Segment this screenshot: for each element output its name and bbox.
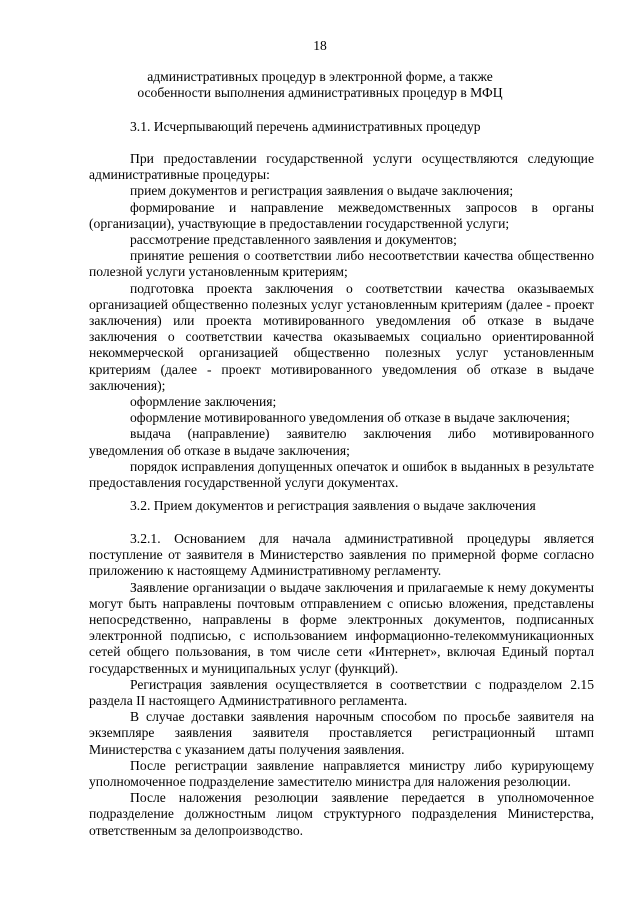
list-item: оформление заключения; [130, 394, 277, 410]
heading-line-1: административных процедур в электронной форме, а также [147, 69, 493, 84]
paragraph: При предоставлении государственной услуги осуществляются следующие административные процедуры: [89, 151, 594, 183]
section-3-2-title: 3.2. Прием документов и регистрация заявления о выдаче заключения [130, 498, 536, 513]
paragraph: После наложения резолюции заявление передается в уполномоченное подразделение должностным лицом структурного подразделения Министерства, ответственным за делопроизводство. [89, 790, 594, 838]
section-heading [0, 69, 640, 101]
list-item: прием документов и регистрация заявления о выдаче заключения; [130, 183, 514, 199]
list-item: формирование и направление межведомственных запросов в органы (организации), участвующие в предоставлении государственной услуги; [89, 199, 594, 231]
section-3-2-body [89, 531, 594, 839]
list-item: принятие решения о соответствии либо несоответствии качества общественно полезной услуги установленным критериям; [89, 248, 594, 280]
paragraph: Заявление организации о выдаче заключения и прилагаемые к нему документы могут быть направлены почтовым отправлением с описью вложения, представлены непосредственно, направлены в форме электронных документов, подписанных электронной подписью, с использованием информационно-телекоммуникационных сетей общего пользования, в том числе сети «Интернет», включая Единый портал государственных и муниципальных услуг (функций). [89, 579, 594, 676]
paragraph: После регистрации заявление направляется министру либо курирующему уполномоченное подразделение заместителю министра для наложения резолюции. [89, 757, 594, 790]
section-3-1-body [89, 151, 594, 491]
paragraph: В случае доставки заявления нарочным способом по просьбе заявителя на экземпляре заявления заявителя проставляется регистрационный штамп Министерства с указанием даты получения заявления. [89, 709, 594, 757]
section-3-1-title: 3.1. Исчерпывающий перечень административных процедур [130, 119, 481, 134]
list-item: рассмотрение представленного заявления и документов; [130, 232, 457, 248]
list-item: выдача (направление) заявителю заключения либо мотивированного уведомления об отказе в выдаче заключения; [89, 426, 594, 458]
paragraph: Регистрация заявления осуществляется в соответствии с подразделом 2.15 раздела II настоящего Административного регламента. [89, 676, 594, 709]
list-item: оформление мотивированного уведомления об отказе в выдаче заключения; [130, 410, 571, 426]
heading-line-2: особенности выполнения административных процедур в МФЦ [137, 85, 503, 101]
list-item: порядок исправления допущенных опечаток и ошибок в выданных в результате предоставления государственной услуги документах. [89, 458, 594, 491]
page-number: 18 [313, 38, 327, 53]
list-item: подготовка проекта заключения о соответствии качества оказываемых организацией общественно полезных услуг установленным критериям (далее - проект заключения) или проекта мотивированного уведомления об отказе в выдаче заключения о соответствии качества оказываемых социально ориентированной некоммерческой организацией общественно полезных услуг установленным критериям (далее - проект мотивированного уведомления об отказе в выдаче заключения); [89, 280, 594, 393]
paragraph: 3.2.1. Основанием для начала административной процедуры является поступление от заявителя в Министерство заявления по примерной форме согласно приложению к настоящему Административному регламенту. [89, 531, 594, 579]
